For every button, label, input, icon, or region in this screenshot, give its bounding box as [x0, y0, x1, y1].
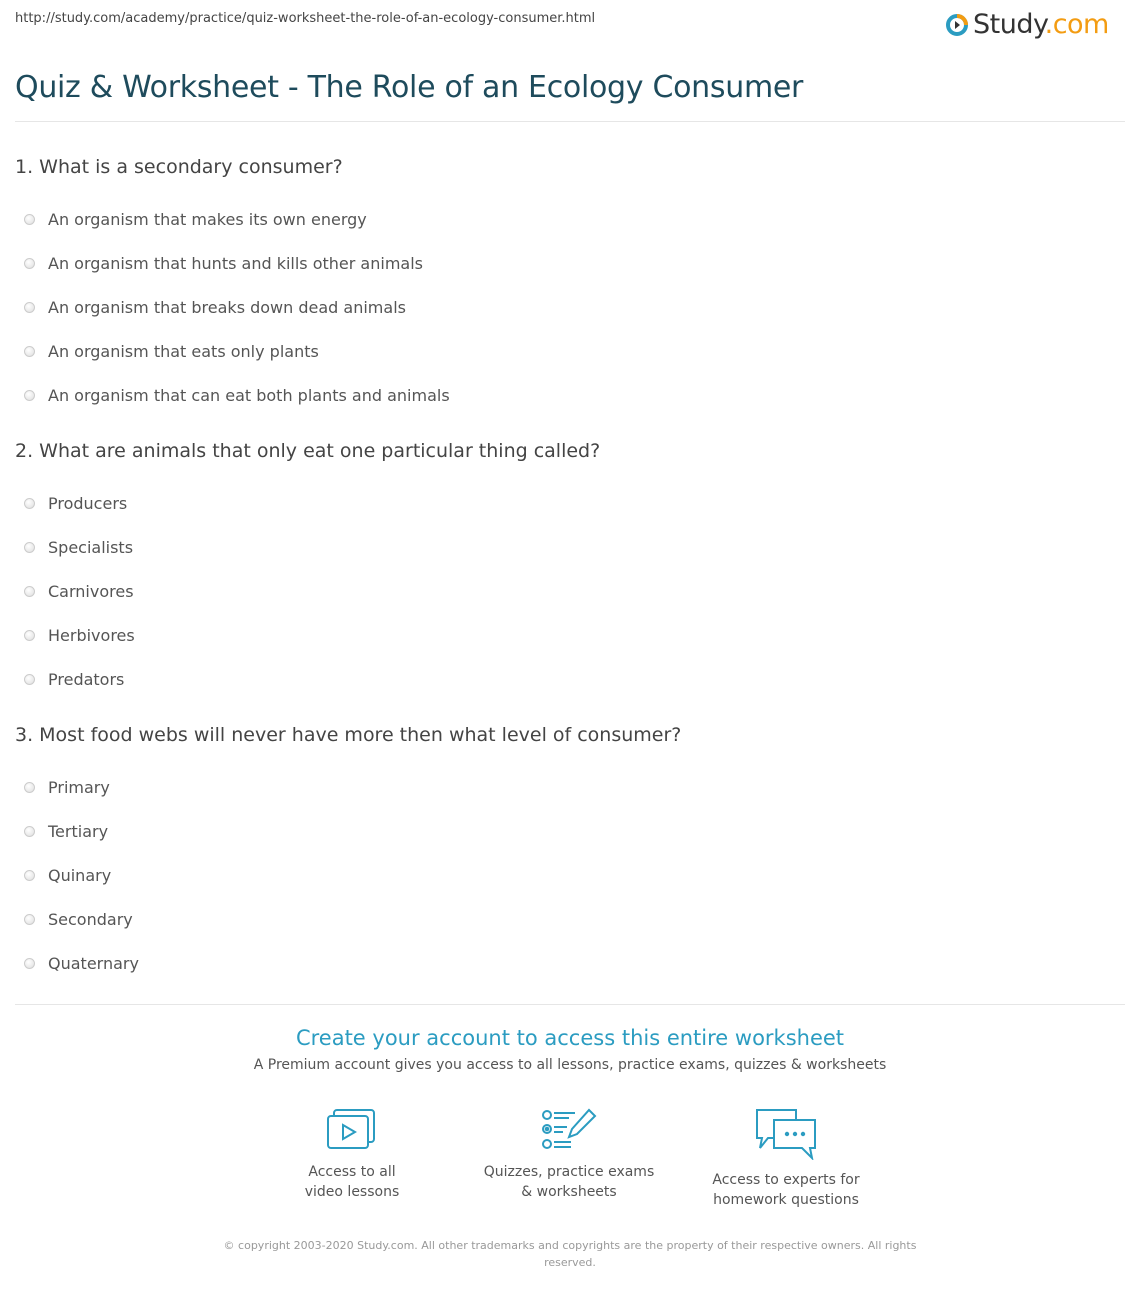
- option-label: An organism that hunts and kills other animals: [48, 253, 423, 273]
- radio-button[interactable]: [24, 586, 35, 597]
- logo-text: [973, 9, 1109, 40]
- radio-button[interactable]: [24, 346, 35, 357]
- question-heading: 2. What are animals that only eat one particular thing called?: [15, 440, 601, 462]
- play-logo-icon: [945, 13, 969, 37]
- answer-option[interactable]: [24, 809, 681, 853]
- option-label: Predators: [48, 669, 125, 689]
- feature-line: Access to experts for: [712, 1172, 860, 1188]
- answer-option[interactable]: [24, 897, 681, 941]
- answer-option[interactable]: [24, 197, 450, 241]
- radio-button[interactable]: [24, 826, 35, 837]
- answer-option[interactable]: [24, 481, 600, 525]
- option-label: Tertiary: [48, 821, 109, 841]
- option-label: Specialists: [48, 537, 134, 557]
- radio-button[interactable]: [24, 870, 35, 881]
- radio-button[interactable]: [24, 498, 35, 509]
- option-label: Herbivores: [48, 625, 135, 645]
- radio-button[interactable]: [24, 630, 35, 641]
- question-3: [15, 721, 681, 985]
- answer-option[interactable]: [24, 613, 600, 657]
- answer-option[interactable]: [24, 525, 600, 569]
- radio-button[interactable]: [24, 674, 35, 685]
- option-label: Quinary: [48, 865, 112, 885]
- feature-line: Quizzes, practice exams: [483, 1164, 655, 1180]
- answer-option[interactable]: [24, 329, 450, 373]
- question-heading: 1. What is a secondary consumer?: [15, 156, 343, 178]
- video-icon: [326, 1108, 378, 1152]
- question-heading: 3. Most food webs will never have more then what level of consumer?: [15, 724, 682, 746]
- radio-button[interactable]: [24, 782, 35, 793]
- radio-button[interactable]: [24, 390, 35, 401]
- page-url: http://study.com/academy/practice/quiz-worksheet-the-role-of-an-ecology-consumer.html: [15, 11, 596, 26]
- quiz-icon: [541, 1108, 597, 1152]
- answer-option[interactable]: [24, 285, 450, 329]
- option-label: An organism that eats only plants: [48, 341, 319, 361]
- feature-video-lessons: [242, 1108, 462, 1202]
- study-logo[interactable]: [945, 9, 1109, 40]
- cta-subtitle: A Premium account gives you access to all lessons, practice exams, quizzes & worksheets: [253, 1057, 887, 1073]
- answer-option[interactable]: [24, 373, 450, 417]
- page-title: Quiz & Worksheet - The Role of an Ecology Consumer: [15, 70, 804, 105]
- feature-line: & worksheets: [521, 1184, 617, 1200]
- divider: [15, 1004, 1125, 1005]
- radio-button[interactable]: [24, 214, 35, 225]
- answer-option[interactable]: [24, 241, 450, 285]
- answer-option[interactable]: [24, 569, 600, 613]
- answer-option[interactable]: [24, 853, 681, 897]
- chat-icon: [754, 1108, 818, 1160]
- feature-experts: [676, 1108, 896, 1210]
- copyright-text: © copyright 2003-2020 Study.com. All other trademarks and copyrights are the property of their respective owners. All rights reserved.: [223, 1239, 917, 1269]
- answer-option[interactable]: [24, 941, 681, 985]
- question-1: [15, 153, 450, 417]
- option-label: An organism that makes its own energy: [48, 209, 367, 229]
- option-label: Quaternary: [48, 953, 139, 973]
- option-label: An organism that breaks down dead animals: [48, 297, 406, 317]
- feature-quizzes: [459, 1108, 679, 1202]
- radio-button[interactable]: [24, 914, 35, 925]
- option-label: Producers: [48, 493, 128, 513]
- radio-button[interactable]: [24, 542, 35, 553]
- option-label: Primary: [48, 777, 110, 797]
- option-label: Secondary: [48, 909, 133, 929]
- create-account-link[interactable]: Create your account to access this entire worksheet: [295, 1026, 845, 1050]
- answer-option[interactable]: [24, 657, 600, 701]
- logo-word: Study: [973, 9, 1045, 40]
- question-2: [15, 437, 600, 701]
- radio-button[interactable]: [24, 302, 35, 313]
- radio-button[interactable]: [24, 258, 35, 269]
- feature-line: homework questions: [713, 1192, 859, 1208]
- feature-line: video lessons: [304, 1184, 400, 1200]
- answer-option[interactable]: [24, 765, 681, 809]
- logo-suffix: .com: [1044, 9, 1109, 40]
- option-label: An organism that can eat both plants and animals: [48, 385, 450, 405]
- divider: [15, 121, 1125, 122]
- radio-button[interactable]: [24, 958, 35, 969]
- feature-line: Access to all: [308, 1164, 396, 1180]
- option-label: Carnivores: [48, 581, 134, 601]
